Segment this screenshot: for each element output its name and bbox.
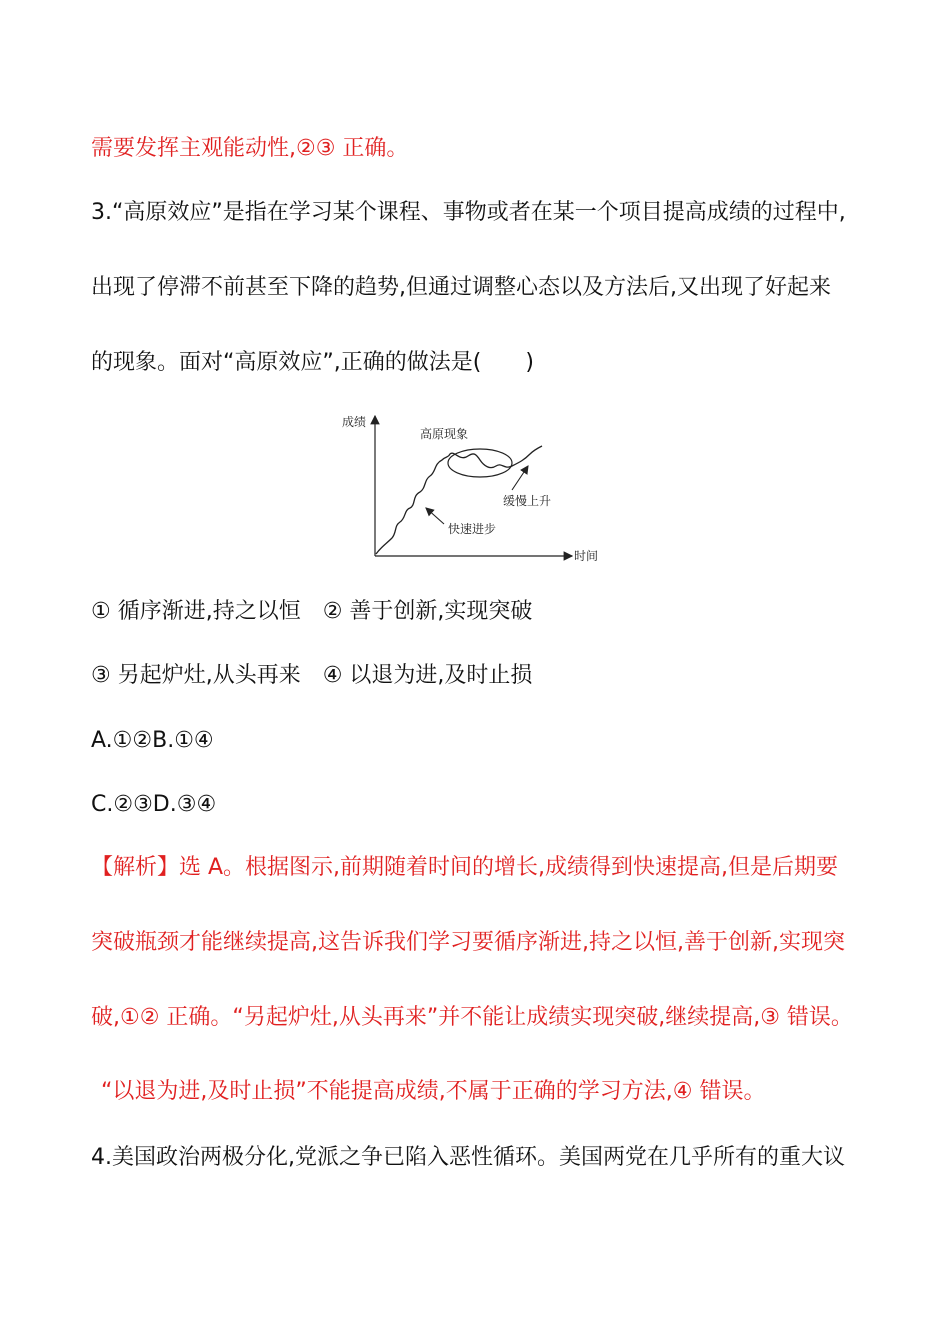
q3-analysis-line-1: 【解析】选 A。根据图示,前期随着时间的增长,成绩得到快速提高,但是后期要: [91, 855, 839, 880]
q4-stem-line-1: 4.美国政治两极分化,党派之争已陷入恶性循环。美国两党在几乎所有的重大议: [91, 1145, 845, 1170]
slow-rise-pointer: [512, 466, 528, 490]
q3-options-line-2: C.②③D.③④: [91, 792, 217, 817]
plateau-chart: [340, 408, 608, 568]
slow-rise-label: 缓慢上升: [503, 494, 552, 508]
q3-statements-line-1: ① 循序渐进,持之以恒 ② 善于创新,实现突破: [91, 599, 533, 624]
q3-stem-line-3: 的现象。面对“高原效应”,正确的做法是( ): [91, 350, 534, 375]
prev-answer-tail: 需要发挥主观能动性,②③ 正确。: [91, 136, 409, 161]
q3-statements-line-2: ③ 另起炉灶,从头再来 ④ 以退为进,及时止损: [91, 663, 533, 688]
y-axis-label: 成绩: [342, 415, 367, 429]
plateau-effect-figure: [340, 408, 608, 568]
plateau-label: 高原现象: [420, 427, 469, 441]
fast-progress-pointer: [426, 508, 444, 524]
q3-stem-line-2: 出现了停滞不前甚至下降的趋势,但通过调整心态以及方法后,又出现了好起来: [91, 275, 831, 300]
q3-stem-line-1: 3.“高原效应”是指在学习某个课程、事物或者在某一个项目提高成绩的过程中,: [91, 200, 846, 225]
plateau-ellipse: [448, 449, 512, 477]
x-axis-label: 时间: [574, 549, 599, 563]
fast-progress-label: 快速进步: [448, 522, 497, 536]
q3-analysis-line-4: “以退为进,及时止损”不能提高成绩,不属于正确的学习方法,④ 错误。: [101, 1079, 766, 1104]
q3-analysis-line-3: 破,①② 正确。“另起炉灶,从头再来”并不能让成绩实现突破,继续提高,③ 错误。: [91, 1005, 853, 1030]
q3-analysis-line-2: 突破瓶颈才能继续提高,这告诉我们学习要循序渐进,持之以恒,善于创新,实现突: [91, 930, 845, 955]
q3-options-line-1: A.①②B.①④: [91, 728, 214, 753]
